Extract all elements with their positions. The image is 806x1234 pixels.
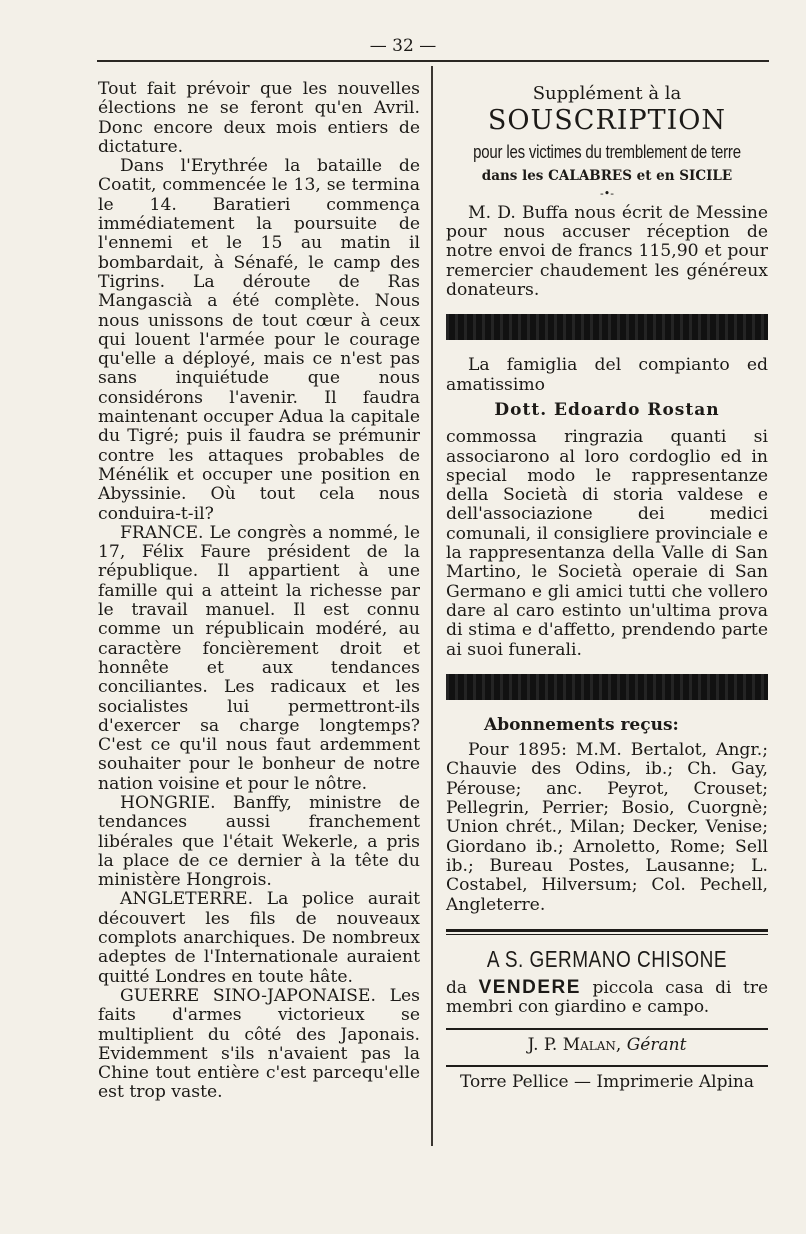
gerant-line [446, 1036, 768, 1055]
footer-rule-2 [446, 1065, 768, 1067]
paragraph-angleterre: ANGLETERRE. La police aurait découvert les fils de nouveaux complots anarchiques. De nombreux adeptes de l'Internationale auraient quitté Londres en toute hâte. [98, 889, 420, 987]
footer-rule [446, 1028, 768, 1030]
advert-line-pre: da [446, 978, 468, 999]
header-rule [97, 60, 769, 62]
abonnements-heading: Abonnements reçus: [484, 714, 679, 735]
paragraph-hongrie: HONGRIE. Banffy, ministre de tendances aussi franchement libérales que l'était Wekerle, a pris la place de ce dernier à la tête du ministère Hongrois. [98, 792, 420, 891]
advert-line-post: piccola casa di tre membri con giardino e campo. [446, 978, 769, 1018]
paragraph-elections: Tout fait prévoir que les nouvelles élections ne se feront qu'en Avril. Donc encore deux mois entiers de dictature. [98, 79, 420, 157]
paragraph-guerre-sino-japonaise: GUERRE SINO-JAPONAISE. Les faits d'armes victorieux se multiplient du côté des Japonais. Evidemment s'ils n'avaient pas la Chine tout entière c'est parcequ'elle est trop vaste. [98, 985, 420, 1103]
advert-emph: VENDERE [478, 977, 581, 999]
famiglia-intro: La famiglia del compianto ed amatissimo [446, 355, 768, 395]
black-band-divider [446, 314, 768, 340]
gerant-title: Gérant [626, 1034, 687, 1055]
printer-line: Torre Pellice — Imprimerie Alpina [459, 1071, 754, 1092]
page-number: — 32 — [369, 36, 437, 56]
supplement-title: SOUSCRIPTION [487, 105, 727, 137]
supplement-intro: Supplément à la [532, 83, 682, 104]
double-rule [446, 929, 768, 935]
black-band-divider-2 [446, 674, 768, 700]
advert-text [446, 978, 768, 1018]
column-divider [431, 66, 433, 1146]
left-column [98, 80, 420, 1103]
paragraph-erythree: Dans l'Erythrée la bataille de Coatit, commencée le 13, se termina le 14. Baratieri commença immédiatement la poursuite de l'ennemi et le 15 au matin il bombardait, à Sénafé, le camp des Tigrins. La déroute de Ras Mangascià a été complète. Nous nous unissons de tout cœur à ceux qui louent l'armée pour le courage qu'elle a déployé, mais ce n'est pas sans inquiétude que nous considérons l'avenir. Il faudra maintenant occuper Adua la capitale du Tigré; puis il faudra se prémunir contre les attaques probables de Ménélik et occuper une position en Abyssinie. Où tout cela nous conduira-t-il? [98, 156, 420, 524]
ornament: -•- [600, 186, 614, 200]
supplement-text: M. D. Buffa nous écrit de Messine pour nous accuser réception de notre envoi de francs 115,90 et pour remercier chaudement les généreux donateurs. [446, 202, 768, 301]
supplement-subtitle: pour les victimes du tremblement de terre [473, 142, 741, 164]
paragraph-france: FRANCE. Le congrès a nommé, le 17, Félix Faure président de la république. Il appartient à une famille qui a atteint la richesse par le travail manuel. Il est connu comme un républicain modéré, au caractère foncièrement droit et honnête et aux tendances conciliantes. Les radicaux et les socialistes lui permettront-ils d'exercer sa charge longtemps? C'est ce qu'il nous faut ardemment souhaiter pour le bonheur de notre nation voisine et pour le nôtre. [98, 522, 420, 794]
gerant-name: J. P. Malan, [527, 1034, 622, 1055]
abonnements-text: Pour 1895: M.M. Bertalot, Angr.; Chauvie des Odins, ib.; Ch. Gay, Pérouse; anc. Peyrot, Crouset; Pellegrin, Perrier; Bosio, Cuorgnè; Union chrét., Milan; Decker, Venise; Giordano ib.; Arnoletto, Rome; Sell ib.; Bureau Postes, Lausanne; L. Costabel, Hilversum; Col. Pechell, Angleterre. [446, 740, 768, 915]
advert-title: A S. GERMANO CHISONE [486, 947, 728, 973]
supplement-subtitle-2: dans les CALABRES et en SICILE [481, 167, 733, 184]
right-column [446, 80, 768, 1092]
famiglia-text: commossa ringrazia quanti si associarono al loro cordoglio ed in special modo le rappresentanze della Società di storia valdese e dell'associazione dei medici comunali, il consigliere provinciale e la rappresentanza della Valle di San Martino, le Società operaie di San Germano e gli amici tutti che vollero dare al caro estinto un'ultima prova di stima e d'affetto, prendendo parte ai suoi funerali. [446, 427, 768, 660]
famiglia-name: Dott. Edoardo Rostan [494, 399, 720, 420]
